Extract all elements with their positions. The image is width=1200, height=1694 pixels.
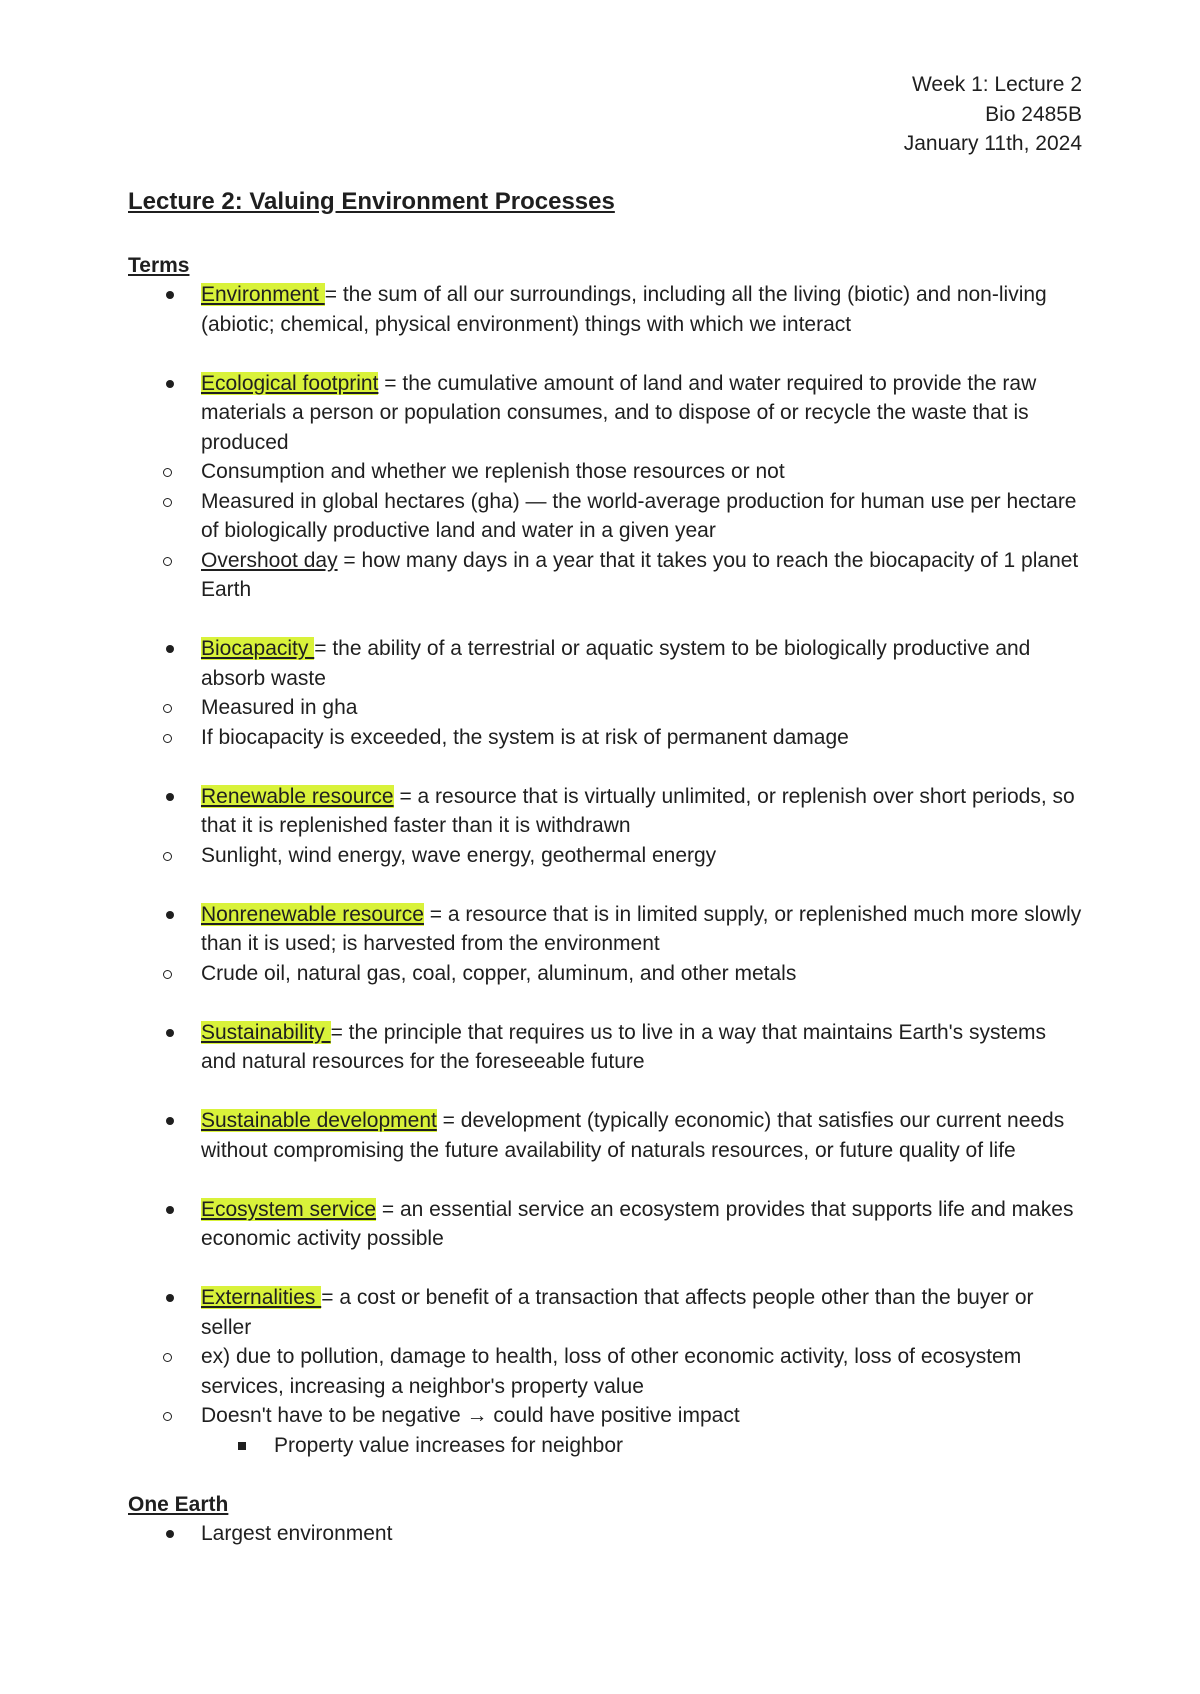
term-label: Renewable resource	[201, 784, 394, 808]
overshoot-term: Overshoot day	[201, 548, 338, 572]
term-definition: = the ability of a terrestrial or aquatic system to be biologically productive and absorb waste	[201, 637, 1031, 690]
term-definition: = the principle that requires us to live in a way that maintains Earth's systems and natural resources for the foreseeable future	[201, 1020, 1047, 1073]
sub-item: Consumption and whether we replenish those resources or not	[201, 457, 1082, 487]
term-label: Ecological footprint	[201, 371, 379, 395]
term-item-nonrenewable-resource	[128, 900, 1082, 989]
sub-item: ex) due to pollution, damage to health, loss of other economic activity, loss of ecosystem services, increasing a neighbor's property value	[201, 1342, 1082, 1401]
term-item-ecosystem-service	[128, 1195, 1082, 1254]
sub-item: Measured in global hectares (gha) — the world-average production for human use per hectare of biologically productive land and water in a given year	[201, 487, 1082, 546]
term-label: Nonrenewable resource	[201, 902, 424, 926]
term-item-sustainable-development	[128, 1106, 1082, 1165]
terms-heading: Terms	[128, 253, 190, 277]
sub-list	[201, 693, 1082, 752]
term-definition: = a resource that is virtually unlimited, or replenish over short periods, so that it is replenished faster than it is withdrawn	[201, 784, 1075, 837]
term-label: Environment	[201, 283, 325, 306]
header-course-line: Bio 2485B	[985, 102, 1082, 126]
sub-sub-item: Property value increases for neighbor	[274, 1431, 1082, 1461]
one-earth-list	[128, 1519, 1082, 1549]
term-label: Sustainability	[201, 1020, 331, 1044]
overshoot-definition: = how many days in a year that it takes you to reach the biocapacity of 1 planet Earth	[201, 548, 1079, 601]
term-label: Biocapacity	[201, 637, 315, 660]
term-definition: = the cumulative amount of land and water required to provide the raw materials a person or population consumes, and to dispose of or recycle the waste that is produced	[201, 371, 1037, 454]
term-definition: = the sum of all our surroundings, including all the living (biotic) and non-living (abiotic; chemical, physical environment) things with which we interact	[201, 283, 1047, 336]
sub-list	[201, 1342, 1082, 1460]
term-item-renewable-resource	[128, 782, 1082, 871]
term-item-sustainability	[128, 1018, 1082, 1077]
term-definition: = a cost or benefit of a transaction that affects people other than the buyer or seller	[201, 1286, 1034, 1339]
term-definition: = an essential service an ecosystem provides that supports life and makes economic activity possible	[201, 1197, 1074, 1250]
term-item-ecological-footprint	[128, 369, 1082, 605]
sub-list	[201, 841, 1082, 871]
term-definition: = a resource that is in limited supply, or replenished much more slowly than it is used; is harvested from the environment	[201, 902, 1082, 955]
sub-list	[201, 959, 1082, 989]
sub-item: If biocapacity is exceeded, the system is at risk of permanent damage	[201, 723, 1082, 753]
sub-item: Sunlight, wind energy, wave energy, geothermal energy	[201, 841, 1082, 871]
sub-item: Measured in gha	[201, 693, 1082, 723]
document-title: Lecture 2: Valuing Environment Processes	[128, 187, 615, 215]
term-label: Ecosystem service	[201, 1197, 377, 1221]
sub-item: Doesn't have to be negative → could have positive impact	[201, 1401, 1082, 1431]
sub-item-overshoot-day	[201, 546, 1082, 605]
one-earth-item: Largest environment	[128, 1519, 1082, 1549]
one-earth-heading: One Earth	[128, 1492, 229, 1516]
terms-list	[128, 280, 1082, 1460]
header-date-line: January 11th, 2024	[903, 132, 1082, 155]
term-label: Externalities	[201, 1286, 322, 1309]
term-definition: = development (typically economic) that satisfies our current needs without compromising the future availability of naturals resources, or future quality of life	[201, 1109, 1065, 1162]
term-item-environment	[128, 280, 1082, 339]
term-label: Sustainable development	[201, 1109, 437, 1132]
document-header	[128, 70, 1082, 159]
sub-list	[201, 457, 1082, 605]
sub-item: Crude oil, natural gas, coal, copper, aluminum, and other metals	[201, 959, 1082, 989]
term-item-biocapacity	[128, 634, 1082, 752]
term-item-externalities	[128, 1283, 1082, 1460]
header-week-line: Week 1: Lecture 2	[911, 73, 1082, 96]
